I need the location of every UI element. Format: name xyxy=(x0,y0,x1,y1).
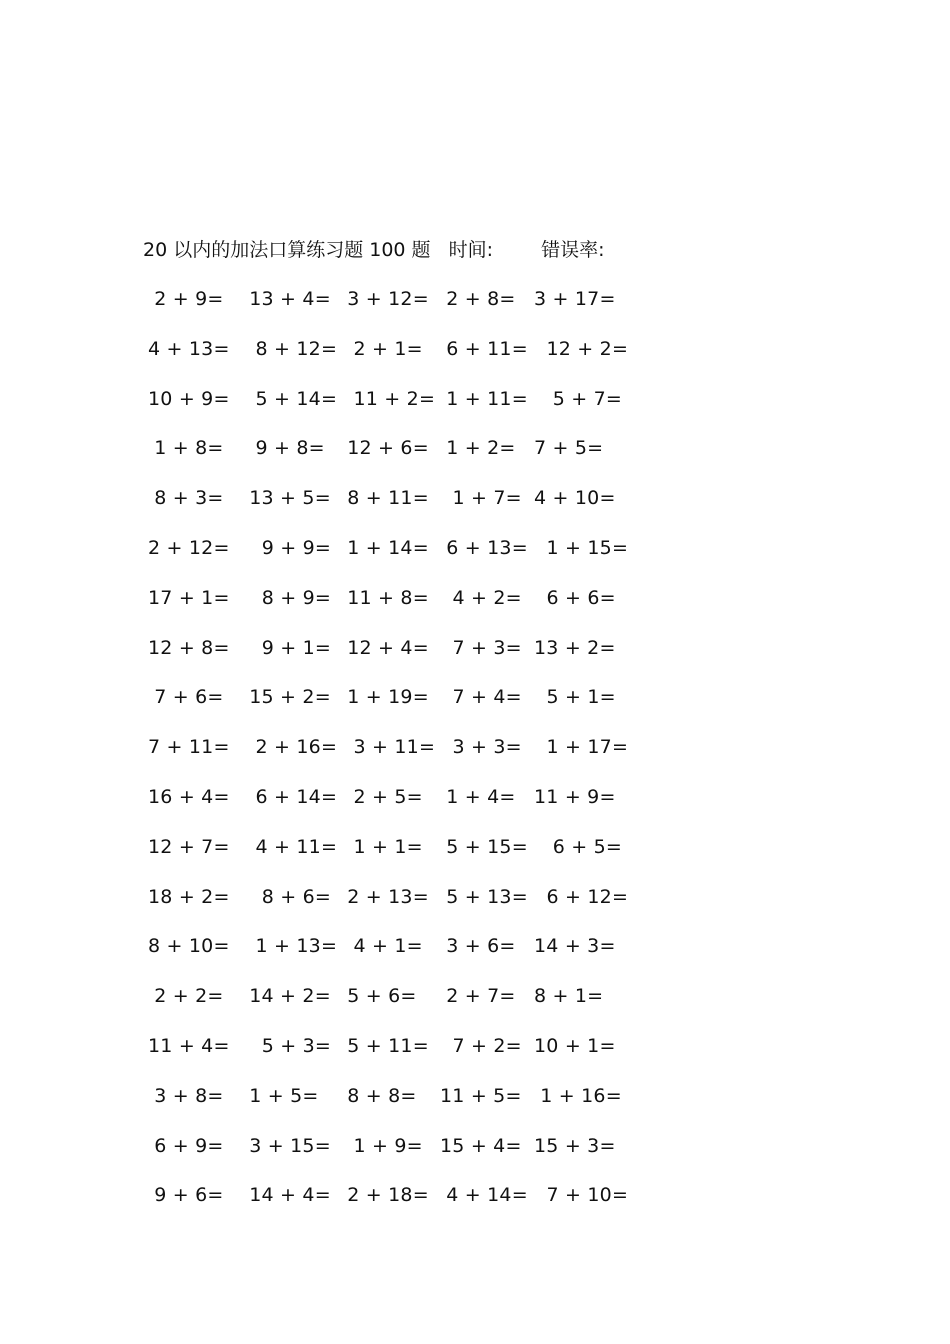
addition-problem: 1 + 13= xyxy=(243,935,338,958)
problem-row xyxy=(148,782,648,832)
addition-problem: 7 + 6= xyxy=(148,686,224,709)
addition-problem: 5 + 1= xyxy=(534,686,616,709)
problem-row xyxy=(148,483,648,533)
addition-problem: 12 + 7= xyxy=(148,835,230,858)
addition-problem: 7 + 3= xyxy=(440,636,522,659)
addition-problem: 2 + 16= xyxy=(243,736,338,759)
addition-problem: 1 + 19= xyxy=(341,686,429,709)
problem-row xyxy=(148,583,648,633)
addition-problem: 3 + 3= xyxy=(440,736,522,759)
addition-problem: 15 + 2= xyxy=(243,686,331,709)
addition-problem: 11 + 9= xyxy=(534,785,616,808)
addition-problem: 1 + 8= xyxy=(148,437,224,460)
addition-problem: 4 + 2= xyxy=(440,586,522,609)
addition-problem: 10 + 1= xyxy=(534,1034,616,1057)
addition-problem: 5 + 13= xyxy=(440,885,528,908)
addition-problem: 4 + 11= xyxy=(243,835,338,858)
addition-problem: 9 + 9= xyxy=(243,536,332,559)
addition-problem: 5 + 14= xyxy=(243,387,338,410)
problem-row xyxy=(148,284,648,334)
addition-problem: 6 + 6= xyxy=(534,586,616,609)
addition-problem: 18 + 2= xyxy=(148,885,230,908)
addition-problem: 2 + 18= xyxy=(341,1184,429,1207)
addition-problem: 2 + 9= xyxy=(148,288,224,310)
addition-problem: 6 + 13= xyxy=(440,536,528,559)
addition-problem: 2 + 7= xyxy=(440,985,516,1008)
problem-row xyxy=(148,832,648,882)
problem-row xyxy=(148,1081,648,1131)
addition-problem: 8 + 10= xyxy=(148,935,230,958)
addition-problem: 7 + 11= xyxy=(148,736,230,759)
addition-problem: 4 + 14= xyxy=(440,1184,528,1207)
addition-problem: 8 + 12= xyxy=(243,337,338,360)
addition-problem: 5 + 7= xyxy=(534,387,623,410)
addition-problem: 11 + 4= xyxy=(148,1034,230,1057)
addition-problem: 13 + 5= xyxy=(243,487,331,510)
addition-problem: 7 + 4= xyxy=(440,686,522,709)
addition-problem: 4 + 10= xyxy=(534,487,616,510)
addition-problem: 3 + 12= xyxy=(341,288,429,310)
addition-problem: 1 + 14= xyxy=(341,536,429,559)
addition-problem: 9 + 8= xyxy=(243,437,325,460)
addition-problem: 12 + 8= xyxy=(148,636,230,659)
addition-problem: 1 + 17= xyxy=(534,736,629,759)
addition-problem: 11 + 5= xyxy=(440,1084,522,1107)
worksheet-title: 20 以内的加法口算练习题 100 题 xyxy=(143,239,431,261)
addition-problem: 2 + 8= xyxy=(440,288,516,310)
addition-problem: 9 + 6= xyxy=(148,1184,224,1207)
addition-problem: 3 + 17= xyxy=(534,288,616,310)
addition-problem: 6 + 11= xyxy=(440,337,528,360)
addition-problem: 13 + 4= xyxy=(243,288,331,310)
addition-problem: 6 + 9= xyxy=(148,1134,224,1157)
addition-problem: 14 + 4= xyxy=(243,1184,331,1207)
problem-grid xyxy=(148,284,648,1230)
addition-problem: 4 + 1= xyxy=(341,935,423,958)
addition-problem: 1 + 16= xyxy=(534,1084,622,1107)
addition-problem: 12 + 4= xyxy=(341,636,429,659)
addition-problem: 3 + 15= xyxy=(243,1134,331,1157)
problem-row xyxy=(148,533,648,583)
addition-problem: 17 + 1= xyxy=(148,586,230,609)
addition-problem: 4 + 13= xyxy=(148,337,230,360)
addition-problem: 1 + 9= xyxy=(341,1134,423,1157)
addition-problem: 1 + 4= xyxy=(440,785,516,808)
addition-problem: 1 + 11= xyxy=(440,387,528,410)
addition-problem: 14 + 3= xyxy=(534,935,616,958)
addition-problem: 11 + 2= xyxy=(341,387,436,410)
problem-row xyxy=(148,882,648,932)
addition-problem: 7 + 5= xyxy=(534,437,604,460)
addition-problem: 8 + 3= xyxy=(148,487,224,510)
addition-problem: 8 + 6= xyxy=(243,885,332,908)
time-label: 时间: xyxy=(448,239,494,261)
addition-problem: 3 + 8= xyxy=(148,1084,224,1107)
addition-problem: 5 + 15= xyxy=(440,835,528,858)
problem-row xyxy=(148,981,648,1031)
addition-problem: 2 + 13= xyxy=(341,885,429,908)
addition-problem: 1 + 7= xyxy=(440,487,522,510)
problem-row xyxy=(148,633,648,683)
addition-problem: 6 + 14= xyxy=(243,785,338,808)
addition-problem: 9 + 1= xyxy=(243,636,332,659)
addition-problem: 2 + 2= xyxy=(148,985,224,1008)
problem-row xyxy=(148,682,648,732)
addition-problem: 2 + 1= xyxy=(341,337,423,360)
addition-problem: 15 + 3= xyxy=(534,1134,616,1157)
addition-problem: 15 + 4= xyxy=(440,1134,522,1157)
addition-problem: 8 + 11= xyxy=(341,487,429,510)
addition-problem: 13 + 2= xyxy=(534,636,616,659)
addition-problem: 5 + 11= xyxy=(341,1034,429,1057)
addition-problem: 6 + 12= xyxy=(534,885,629,908)
addition-problem: 1 + 15= xyxy=(534,536,629,559)
error-rate-label: 错误率: xyxy=(541,239,605,261)
addition-problem: 3 + 11= xyxy=(341,736,436,759)
addition-problem: 10 + 9= xyxy=(148,387,230,410)
addition-problem: 7 + 10= xyxy=(534,1184,629,1207)
addition-problem: 8 + 9= xyxy=(243,586,332,609)
addition-problem: 1 + 5= xyxy=(243,1084,319,1107)
problem-row xyxy=(148,384,648,434)
addition-problem: 7 + 2= xyxy=(440,1034,522,1057)
addition-problem: 8 + 8= xyxy=(341,1084,417,1107)
addition-problem: 8 + 1= xyxy=(534,985,604,1008)
worksheet-header xyxy=(143,235,604,265)
addition-problem: 11 + 8= xyxy=(341,586,429,609)
problem-row xyxy=(148,1031,648,1081)
addition-problem: 2 + 12= xyxy=(148,536,230,559)
problem-row xyxy=(148,732,648,782)
addition-problem: 5 + 3= xyxy=(243,1034,332,1057)
addition-problem: 2 + 5= xyxy=(341,785,423,808)
problem-row xyxy=(148,1131,648,1181)
addition-problem: 6 + 5= xyxy=(534,835,623,858)
problem-row xyxy=(148,334,648,384)
problem-row xyxy=(148,931,648,981)
addition-problem: 12 + 6= xyxy=(341,437,429,460)
addition-problem: 12 + 2= xyxy=(534,337,629,360)
addition-problem: 5 + 6= xyxy=(341,985,417,1008)
problem-row xyxy=(148,1180,648,1230)
addition-problem: 3 + 6= xyxy=(440,935,516,958)
addition-problem: 16 + 4= xyxy=(148,785,230,808)
addition-problem: 1 + 2= xyxy=(440,437,516,460)
problem-row xyxy=(148,433,648,483)
addition-problem: 1 + 1= xyxy=(341,835,423,858)
addition-problem: 14 + 2= xyxy=(243,985,331,1008)
